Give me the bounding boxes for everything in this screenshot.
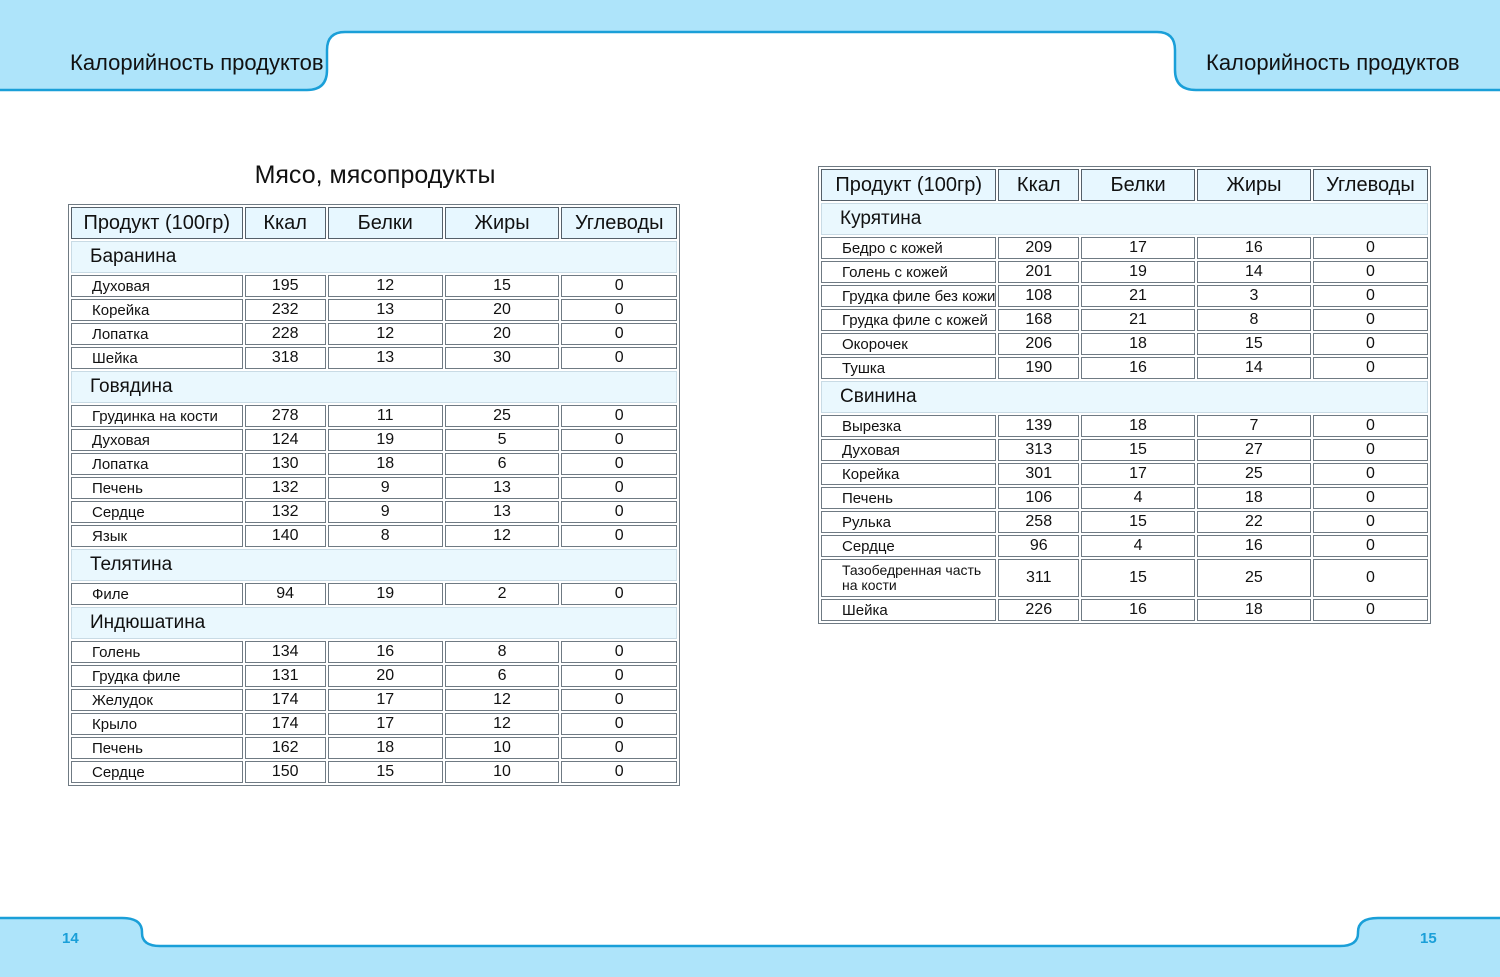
fat-value: 10 (445, 761, 560, 783)
column-header-fat: Жиры (1197, 169, 1311, 201)
column-header-protein: Белки (1081, 169, 1195, 201)
category-row (71, 549, 677, 581)
product-name: Тушка (821, 357, 996, 379)
product-name: Сердце (71, 501, 243, 523)
protein-value: 19 (328, 429, 443, 451)
protein-value: 19 (1081, 261, 1195, 283)
kcal-value: 190 (998, 357, 1079, 379)
product-name: Духовая (71, 275, 243, 297)
table-row (71, 713, 677, 735)
kcal-value: 168 (998, 309, 1079, 331)
fat-value: 25 (1197, 559, 1311, 597)
table-row (71, 689, 677, 711)
protein-value: 12 (328, 323, 443, 345)
fat-value: 6 (445, 453, 560, 475)
protein-value: 15 (1081, 559, 1195, 597)
product-name: Лопатка (71, 323, 243, 345)
table-row (821, 463, 1428, 485)
protein-value: 15 (328, 761, 443, 783)
carbs-value: 0 (1313, 599, 1428, 621)
kcal-value: 131 (245, 665, 326, 687)
left-table-body (71, 241, 677, 783)
table-row (821, 333, 1428, 355)
carbs-value: 0 (561, 641, 677, 663)
carbs-value: 0 (1313, 261, 1428, 283)
fat-value: 25 (1197, 463, 1311, 485)
table-row (821, 415, 1428, 437)
kcal-value: 278 (245, 405, 326, 427)
table-row (71, 429, 677, 451)
protein-value: 21 (1081, 309, 1195, 331)
fat-value: 2 (445, 583, 560, 605)
carbs-value: 0 (561, 453, 677, 475)
carbs-value: 0 (561, 713, 677, 735)
category-row (821, 203, 1428, 235)
product-name: Желудок (71, 689, 243, 711)
protein-value: 16 (1081, 357, 1195, 379)
table-row (71, 405, 677, 427)
kcal-value: 258 (998, 511, 1079, 533)
fat-value: 12 (445, 525, 560, 547)
category-label: Телятина (71, 549, 677, 581)
protein-value: 15 (1081, 511, 1195, 533)
kcal-value: 313 (998, 439, 1079, 461)
product-name: Тазобедренная часть на кости (821, 559, 996, 597)
table-row (71, 501, 677, 523)
table-row (821, 599, 1428, 621)
fat-value: 13 (445, 477, 560, 499)
table-row (821, 261, 1428, 283)
fat-value: 16 (1197, 237, 1311, 259)
kcal-value: 318 (245, 347, 326, 369)
protein-value: 8 (328, 525, 443, 547)
kcal-value: 150 (245, 761, 326, 783)
carbs-value: 0 (1313, 237, 1428, 259)
carbs-value: 0 (1313, 463, 1428, 485)
fat-value: 30 (445, 347, 560, 369)
carbs-value: 0 (1313, 439, 1428, 461)
table-row (821, 237, 1428, 259)
product-name: Шейка (71, 347, 243, 369)
fat-value: 7 (1197, 415, 1311, 437)
fat-value: 10 (445, 737, 560, 759)
category-row (821, 381, 1428, 413)
carbs-value: 0 (561, 347, 677, 369)
product-name: Грудка филе без кожи (821, 285, 996, 307)
table-row (71, 299, 677, 321)
kcal-value: 96 (998, 535, 1079, 557)
protein-value: 17 (328, 713, 443, 735)
fat-value: 14 (1197, 261, 1311, 283)
fat-value: 13 (445, 501, 560, 523)
carbs-value: 0 (561, 689, 677, 711)
category-row (71, 607, 677, 639)
protein-value: 12 (328, 275, 443, 297)
carbs-value: 0 (561, 299, 677, 321)
category-label: Говядина (71, 371, 677, 403)
product-name: Корейка (821, 463, 996, 485)
category-label: Индюшатина (71, 607, 677, 639)
table-row (821, 357, 1428, 379)
column-header-kcal: Ккал (245, 207, 326, 239)
category-label: Свинина (821, 381, 1428, 413)
fat-value: 3 (1197, 285, 1311, 307)
protein-value: 4 (1081, 487, 1195, 509)
column-header-carbs: Углеводы (561, 207, 677, 239)
carbs-value: 0 (561, 737, 677, 759)
table-row (71, 453, 677, 475)
table-row (821, 511, 1428, 533)
kcal-value: 106 (998, 487, 1079, 509)
table-row (71, 525, 677, 547)
table-row (821, 285, 1428, 307)
carbs-value: 0 (561, 525, 677, 547)
protein-value: 17 (328, 689, 443, 711)
kcal-value: 94 (245, 583, 326, 605)
protein-value: 20 (328, 665, 443, 687)
fat-value: 22 (1197, 511, 1311, 533)
kcal-value: 209 (998, 237, 1079, 259)
left-page-number: 14 (62, 930, 79, 947)
table-row (71, 583, 677, 605)
carbs-value: 0 (1313, 559, 1428, 597)
kcal-value: 130 (245, 453, 326, 475)
section-title: Мясо, мясопродукты (254, 161, 496, 189)
column-header-fat: Жиры (445, 207, 560, 239)
category-row (71, 241, 677, 273)
protein-value: 16 (328, 641, 443, 663)
kcal-value: 195 (245, 275, 326, 297)
carbs-value: 0 (561, 665, 677, 687)
kcal-value: 132 (245, 477, 326, 499)
fat-value: 8 (1197, 309, 1311, 331)
product-name: Филе (71, 583, 243, 605)
fat-value: 5 (445, 429, 560, 451)
table-row (821, 559, 1428, 597)
product-name: Грудка филе (71, 665, 243, 687)
product-name: Корейка (71, 299, 243, 321)
kcal-value: 226 (998, 599, 1079, 621)
column-header-product: Продукт (100гр) (821, 169, 996, 201)
column-header-kcal: Ккал (998, 169, 1079, 201)
table-row (71, 323, 677, 345)
carbs-value: 0 (561, 429, 677, 451)
product-name: Лопатка (71, 453, 243, 475)
kcal-value: 162 (245, 737, 326, 759)
kcal-value: 232 (245, 299, 326, 321)
table-row (71, 275, 677, 297)
fat-value: 8 (445, 641, 560, 663)
carbs-value: 0 (1313, 285, 1428, 307)
product-name: Печень (71, 737, 243, 759)
protein-value: 18 (328, 737, 443, 759)
protein-value: 18 (328, 453, 443, 475)
left-header-title: Калорийность продуктов (70, 50, 324, 75)
table-row (71, 347, 677, 369)
product-name: Окорочек (821, 333, 996, 355)
protein-value: 9 (328, 501, 443, 523)
column-header-carbs: Углеводы (1313, 169, 1428, 201)
column-header-protein: Белки (328, 207, 443, 239)
product-name: Грудинка на кости (71, 405, 243, 427)
kcal-value: 201 (998, 261, 1079, 283)
protein-value: 18 (1081, 415, 1195, 437)
category-label: Баранина (71, 241, 677, 273)
carbs-value: 0 (561, 323, 677, 345)
product-name: Крыло (71, 713, 243, 735)
table-row (71, 737, 677, 759)
protein-value: 21 (1081, 285, 1195, 307)
kcal-value: 206 (998, 333, 1079, 355)
product-name: Духовая (71, 429, 243, 451)
product-name: Голень с кожей (821, 261, 996, 283)
carbs-value: 0 (1313, 357, 1428, 379)
protein-value: 13 (328, 299, 443, 321)
kcal-value: 228 (245, 323, 326, 345)
category-row (71, 371, 677, 403)
carbs-value: 0 (1313, 487, 1428, 509)
product-name: Вырезка (821, 415, 996, 437)
carbs-value: 0 (561, 405, 677, 427)
carbs-value: 0 (561, 275, 677, 297)
protein-value: 18 (1081, 333, 1195, 355)
meat-nutrition-table-right (818, 166, 1431, 624)
fat-value: 25 (445, 405, 560, 427)
carbs-value: 0 (1313, 511, 1428, 533)
right-table-body (821, 203, 1428, 621)
column-header-product: Продукт (100гр) (71, 207, 243, 239)
kcal-value: 140 (245, 525, 326, 547)
product-name: Грудка филе с кожей (821, 309, 996, 331)
kcal-value: 174 (245, 689, 326, 711)
protein-value: 16 (1081, 599, 1195, 621)
table-header-row (821, 169, 1428, 201)
table-row (71, 761, 677, 783)
fat-value: 12 (445, 689, 560, 711)
meat-nutrition-table-left (68, 204, 680, 786)
protein-value: 9 (328, 477, 443, 499)
protein-value: 4 (1081, 535, 1195, 557)
product-name: Язык (71, 525, 243, 547)
protein-value: 17 (1081, 463, 1195, 485)
fat-value: 15 (1197, 333, 1311, 355)
table-row (821, 535, 1428, 557)
fat-value: 15 (445, 275, 560, 297)
kcal-value: 301 (998, 463, 1079, 485)
fat-value: 12 (445, 713, 560, 735)
fat-value: 18 (1197, 599, 1311, 621)
carbs-value: 0 (561, 477, 677, 499)
carbs-value: 0 (1313, 309, 1428, 331)
table-row (71, 641, 677, 663)
table-row (821, 487, 1428, 509)
fat-value: 27 (1197, 439, 1311, 461)
right-header-title: Калорийность продуктов (1206, 50, 1460, 75)
fat-value: 14 (1197, 357, 1311, 379)
product-name: Голень (71, 641, 243, 663)
kcal-value: 108 (998, 285, 1079, 307)
table-row (821, 309, 1428, 331)
kcal-value: 311 (998, 559, 1079, 597)
product-name: Печень (821, 487, 996, 509)
protein-value: 15 (1081, 439, 1195, 461)
kcal-value: 174 (245, 713, 326, 735)
kcal-value: 124 (245, 429, 326, 451)
table-header-row (71, 207, 677, 239)
carbs-value: 0 (1313, 535, 1428, 557)
product-name: Сердце (71, 761, 243, 783)
product-name: Духовая (821, 439, 996, 461)
carbs-value: 0 (561, 761, 677, 783)
product-name: Печень (71, 477, 243, 499)
kcal-value: 139 (998, 415, 1079, 437)
protein-value: 19 (328, 583, 443, 605)
category-label: Курятина (821, 203, 1428, 235)
protein-value: 17 (1081, 237, 1195, 259)
product-name: Рулька (821, 511, 996, 533)
fat-value: 16 (1197, 535, 1311, 557)
product-name: Шейка (821, 599, 996, 621)
carbs-value: 0 (561, 501, 677, 523)
product-name: Бедро с кожей (821, 237, 996, 259)
fat-value: 6 (445, 665, 560, 687)
protein-value: 13 (328, 347, 443, 369)
fat-value: 20 (445, 299, 560, 321)
kcal-value: 134 (245, 641, 326, 663)
carbs-value: 0 (1313, 333, 1428, 355)
table-row (71, 665, 677, 687)
product-name: Сердце (821, 535, 996, 557)
right-page-number: 15 (1420, 930, 1437, 947)
protein-value: 11 (328, 405, 443, 427)
fat-value: 20 (445, 323, 560, 345)
table-row (821, 439, 1428, 461)
kcal-value: 132 (245, 501, 326, 523)
carbs-value: 0 (1313, 415, 1428, 437)
table-row (71, 477, 677, 499)
fat-value: 18 (1197, 487, 1311, 509)
carbs-value: 0 (561, 583, 677, 605)
